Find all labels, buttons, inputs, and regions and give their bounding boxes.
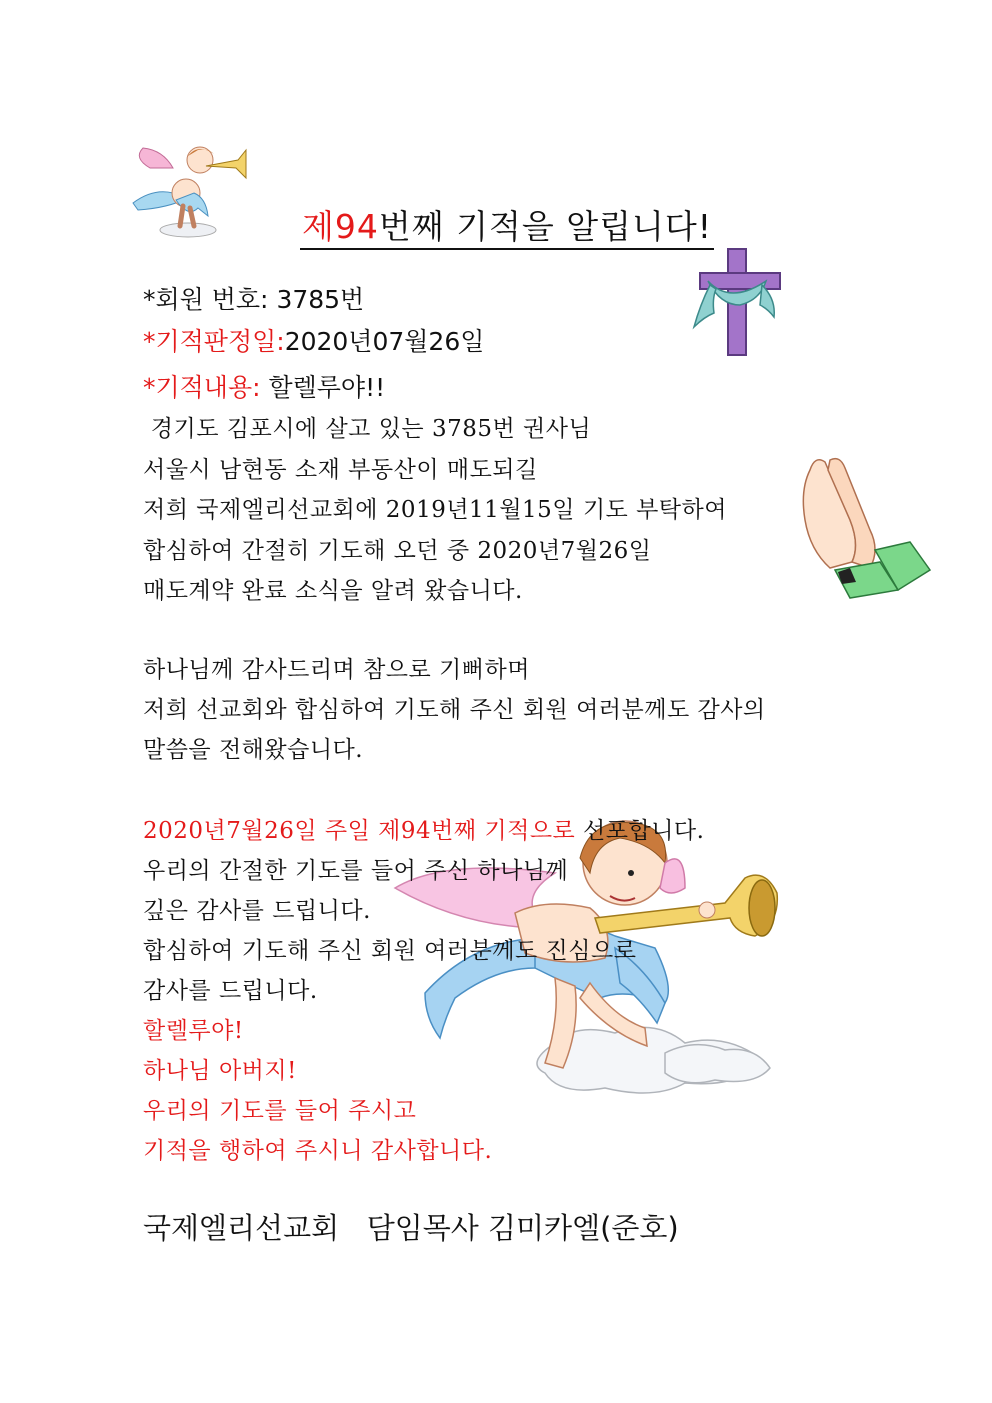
closing-line: 감사를 드립니다.: [143, 978, 318, 1004]
closing-line: 우리의 간절한 기도를 들어 주신 하나님께: [143, 858, 569, 884]
title-number: 제94: [302, 207, 379, 246]
angel-trumpet-icon: [128, 138, 248, 238]
story-line: 저희 국제엘리선교회에 2019년11월15일 기도 부탁하여: [143, 497, 727, 523]
thanks-line: 하나님께 감사드리며 참으로 기뻐하며: [143, 657, 530, 683]
page-title: [300, 208, 714, 250]
member-number-value: 3785번: [276, 285, 365, 314]
declaration-line: [143, 812, 704, 845]
prayer-line: 하나님 아버지!: [143, 1058, 297, 1084]
miracle-content-field: [143, 368, 385, 404]
cross-icon: [690, 245, 790, 357]
prayer-line: 할렐루야!: [143, 1018, 244, 1044]
member-number-field: [143, 280, 364, 316]
story-line: 경기도 김포시에 살고 있는 3785번 권사님: [143, 416, 592, 442]
miracle-date-label: *기적판정일:: [143, 327, 285, 356]
praying-hands-icon: [790, 450, 935, 600]
story-line: 합심하여 간절히 기도해 오던 중 2020년7월26일: [143, 538, 652, 564]
miracle-date-field: [143, 322, 484, 358]
title-rest: 번째 기적을 알립니다!: [378, 207, 712, 246]
story-line: 매도계약 완료 소식을 알려 왔습니다.: [143, 578, 523, 604]
closing-line: 합심하여 기도해 주신 회원 여러분께도 진심으로: [143, 938, 637, 964]
miracle-date-value: 2020년07월26일: [284, 327, 485, 356]
prayer-line: 기적을 행하여 주시니 감사합니다.: [143, 1138, 493, 1164]
member-number-label: *회원 번호:: [143, 285, 269, 314]
miracle-content-label: *기적내용:: [143, 373, 261, 402]
declaration-rest: 선포합니다.: [575, 818, 705, 844]
signature: 국제엘리선교회 담임목사 김미카엘(준호): [143, 1211, 679, 1245]
declaration-red: 2020년7월26일 주일 제94번째 기적으로: [143, 818, 576, 844]
thanks-line: 저희 선교회와 합심하여 기도해 주신 회원 여러분께도 감사의: [143, 697, 766, 723]
closing-line: 깊은 감사를 드립니다.: [143, 898, 371, 924]
story-line: 서울시 남현동 소재 부동산이 매도되길: [143, 457, 538, 483]
miracle-content-value: 할렐루야!!: [268, 373, 386, 402]
prayer-line: 우리의 기도를 들어 주시고: [143, 1098, 417, 1124]
thanks-line: 말씀을 전해왔습니다.: [143, 737, 364, 763]
